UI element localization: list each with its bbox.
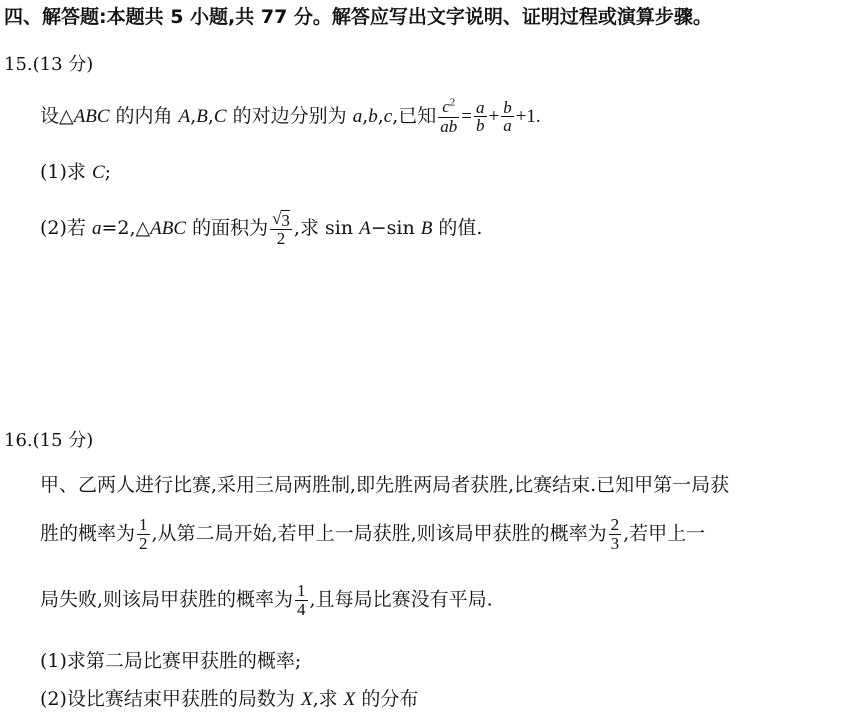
q15-sep: , <box>377 104 384 127</box>
f3-den: 4 <box>297 599 306 619</box>
q15-var-c: c <box>383 105 393 127</box>
f2-den: 3 <box>610 533 620 553</box>
q15-stem-abc: ABC <box>73 105 110 127</box>
f1-den: 2 <box>139 533 148 553</box>
q15-var-C: C <box>213 105 227 127</box>
q15-part2-mid2: 的面积为 <box>186 216 269 239</box>
eq-f3-num: b <box>503 97 512 117</box>
eq-f2-den: b <box>476 116 485 136</box>
f3-num: 1 <box>297 581 306 600</box>
q15-var-a: a <box>352 105 363 127</box>
eq-plus: + <box>488 105 500 127</box>
q16-part2-mid: ,求 <box>312 688 344 710</box>
fraction-1-over-2 <box>137 516 150 553</box>
cutoff-fade <box>468 682 538 718</box>
q16-line3-post: ,且每局比赛没有平局. <box>309 588 493 611</box>
q15-stem <box>40 98 541 136</box>
q15-var-B: B <box>196 105 208 127</box>
q15-part2-a: a <box>91 217 102 239</box>
q16-line2-post: ,若甲上一 <box>623 522 706 545</box>
q16-line3-pre: 局失败,则该局甲获胜的概率为 <box>40 588 294 611</box>
q16-part1: (1)求第二局比赛甲获胜的概率; <box>40 650 302 672</box>
section-heading: 四、解答题:本题共 5 小题,共 77 分。解答应写出文字说明、证明过程或演算步骤。 <box>4 6 712 28</box>
q16-line2-mid: ,从第二局开始,若甲上一局获胜,则该局甲获胜的概率为 <box>151 522 607 545</box>
q16-number: 16.(15 分) <box>4 430 94 451</box>
eq-f2-num: a <box>476 97 485 117</box>
eq-c: c <box>442 97 450 116</box>
q16-line3 <box>40 582 493 619</box>
q16-part2-pre: (2)设比赛结束甲获胜的局数为 <box>40 688 301 710</box>
fraction-den: 2 <box>276 229 286 248</box>
q16-line2-pre: 胜的概率为 <box>40 522 136 545</box>
f1-num: 1 <box>139 515 148 534</box>
q15-part2-B: B <box>420 217 433 239</box>
fraction-c2-over-ab <box>438 98 459 136</box>
fraction-1-over-4 <box>295 582 308 619</box>
fraction-a-over-b <box>474 99 487 136</box>
q15-part1 <box>40 163 111 182</box>
q15-part2-mid3: ,求 sin <box>293 216 360 239</box>
eq-equals: = <box>461 105 472 127</box>
q15-part1-var: C <box>91 162 105 183</box>
q15-part2-post: 的值. <box>432 216 483 239</box>
q15-var-A: A <box>178 105 191 127</box>
q15-stem-mid3: ,已知 <box>392 104 437 127</box>
q15-number: 15.(13 分) <box>4 54 94 75</box>
q15-part1-pre: (1)求 <box>40 161 92 183</box>
q15-stem-mid: 的内角 <box>109 104 179 127</box>
q16-part2 <box>40 690 418 709</box>
fraction-b-over-a <box>501 99 514 136</box>
fraction-sqrt3-over-2 <box>270 210 292 248</box>
q15-part2-mid4: −sin <box>370 216 421 239</box>
eq-exponent: 2 <box>449 96 456 109</box>
q15-sep: , <box>207 104 214 127</box>
q15-part2-pre: (2)若 <box>40 216 92 239</box>
q15-var-b: b <box>368 105 378 127</box>
q16-line1: 甲、乙两人进行比赛,采用三局两胜制,即先胜两局者获胜,比赛结束.已知甲第一局获 <box>40 474 730 496</box>
q15-sep: , <box>190 104 197 127</box>
fraction-2-over-3 <box>609 516 622 553</box>
q15-part2 <box>40 210 482 248</box>
eq-tail: +1. <box>515 105 541 127</box>
eq-f3-den: a <box>503 116 512 136</box>
q16-part2-X2: X <box>343 689 356 710</box>
q16-line2 <box>40 516 705 553</box>
sqrt-sign: √ 3 <box>272 209 290 230</box>
q16-part2-X: X <box>300 689 313 710</box>
sqrt-radicand: 3 <box>281 211 290 230</box>
q15-part1-post: ; <box>104 161 112 183</box>
f2-num: 2 <box>610 515 620 534</box>
q15-part2-mid: =2,△ <box>101 216 151 239</box>
q15-part2-abc: ABC <box>150 217 187 239</box>
eq-ab: ab <box>440 116 458 136</box>
q16-part2-post: 的分布 <box>355 688 419 710</box>
q15-stem-pre: 设△ <box>40 104 74 127</box>
q15-sep: , <box>362 104 369 127</box>
q15-part2-A: A <box>359 217 371 239</box>
q15-stem-mid2: 的对边分别为 <box>226 104 353 127</box>
